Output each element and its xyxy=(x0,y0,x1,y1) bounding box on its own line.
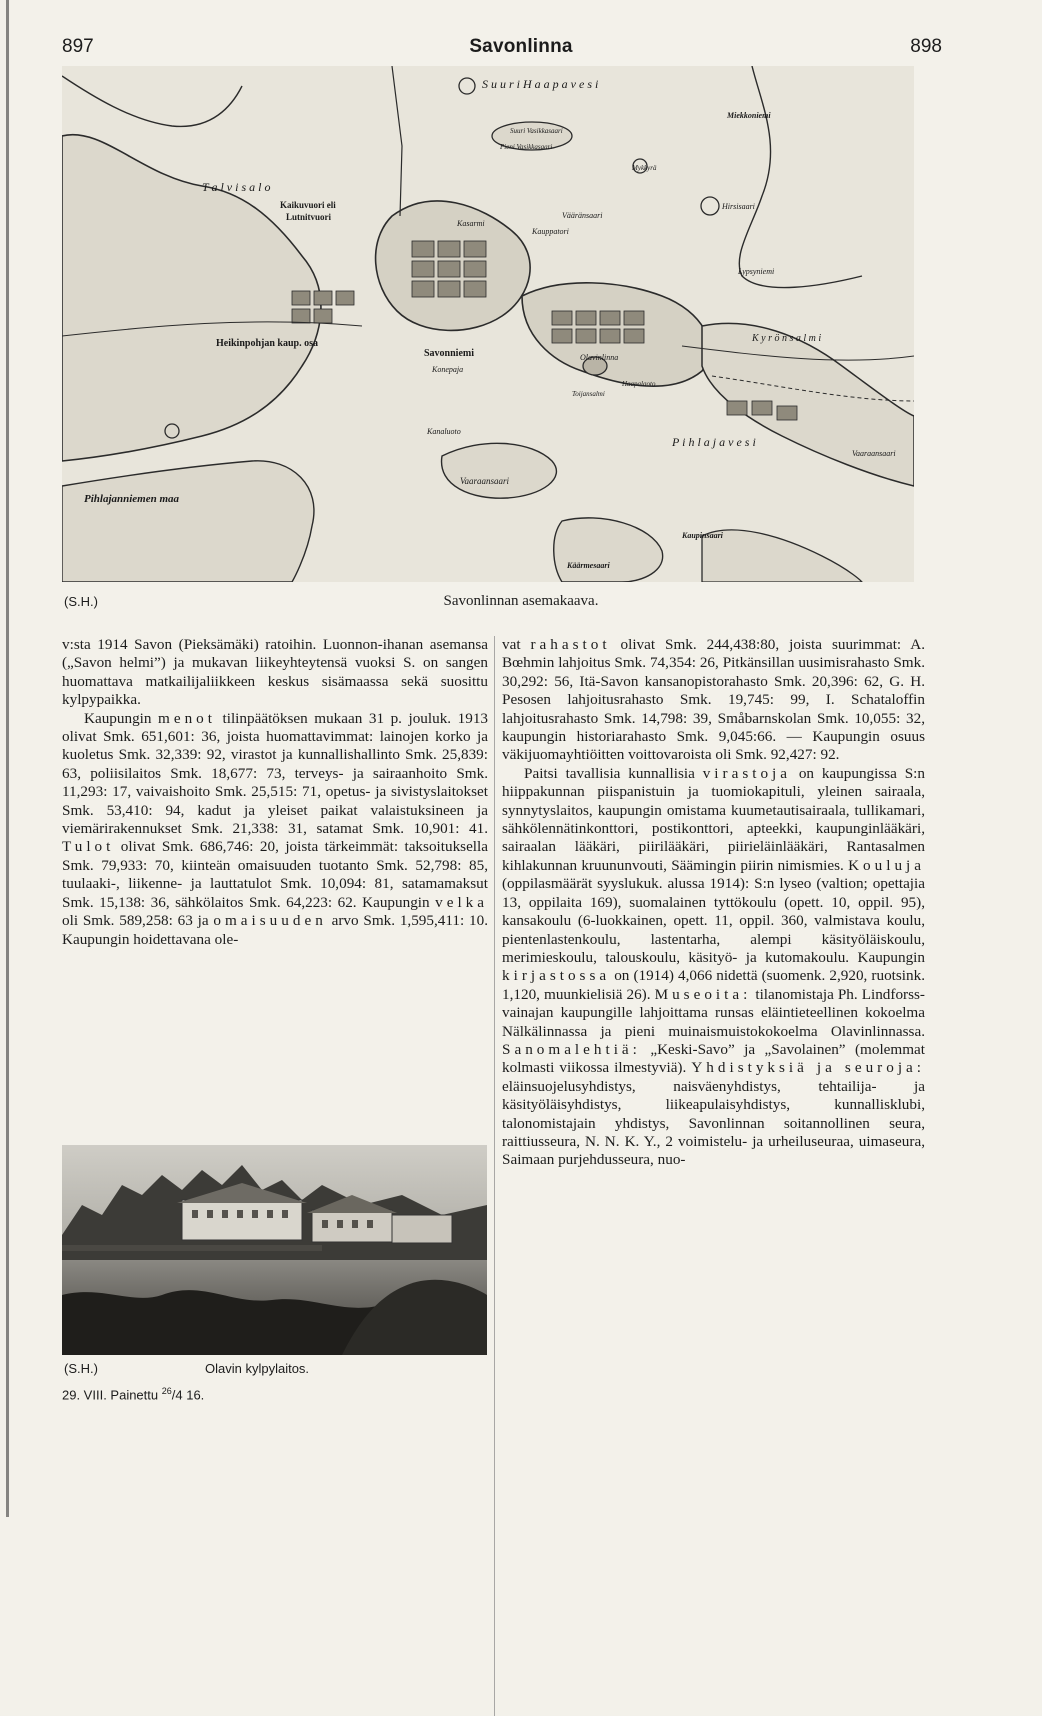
photo-drawing xyxy=(62,1145,487,1355)
text-run: eläinsuojelusyhdistys, naisväenyhdistys, tehtailija- ja käsityöläisyhdistys, liikeapulaisyhdistys, kunnallisklubi, talonomistajain yhdistys, Savonlinnan soitannollinen seura, raittiusseura, N. N. K. Y., 2 voimistelu- ja urheiluseuraa, uimaseura, Saimaan purjehdusseura, nuo- xyxy=(502,1077,925,1169)
town-plan-map xyxy=(62,66,914,582)
map-label-heikinpohjan: Heikinpohjan kaup. osa xyxy=(216,338,318,349)
map-label-vasikkasaari: Suuri Vasikkasaari xyxy=(510,127,563,135)
map-label-kaikuvuori: Kaikuvuori eli xyxy=(280,200,336,210)
text-run: on (1914) 4,066 nidettä (suomenk. 2,920, ruotsink. 1,120, muunkielisiä 26). xyxy=(502,967,925,1003)
map-credit: (S.H.) xyxy=(64,594,98,609)
map-label-kyronsalmi: K y r ö n s a l m i xyxy=(752,333,822,344)
spaced-term-omaisuuden: omaisuuden xyxy=(213,912,327,930)
spaced-term-tulot: Tulot xyxy=(62,838,115,856)
binding-edge xyxy=(6,0,9,1517)
map-label-miekkoniemi: Miekkoniemi xyxy=(727,111,771,120)
spaced-term-kouluja: Kouluja xyxy=(848,856,925,874)
map-label-kasarmi: Kasarmi xyxy=(457,219,485,228)
photo-olavin-kylpylaitos xyxy=(62,1145,487,1355)
map-label-vaaraansaari: Vaaraansaari xyxy=(460,476,510,486)
right-column xyxy=(502,636,925,1170)
map-label-vaaransaari: Vääränsaari xyxy=(562,211,603,220)
spaced-term-menot: menot xyxy=(158,709,216,727)
photo-caption: Olavin kylpylaitos. xyxy=(205,1361,310,1376)
map-label-kauppatori: Kauppatori xyxy=(532,227,569,236)
map-label-haapavesi: S u u r i H a a p a v e s i xyxy=(482,77,599,91)
map-label-savonniemi: Savonniemi xyxy=(424,348,475,359)
text-run: „Keski-Savo” ja „Savolainen” (molemmat kolmasti viikossa ilmestyviä). xyxy=(502,1040,925,1077)
map-label-talvisalo: T a l v i s a l o xyxy=(202,180,271,194)
spaced-term-yhdistyksia: Yhdistyksiä ja seuroja: xyxy=(691,1059,925,1077)
left-paragraph-1: v:sta 1914 Savon (Pieksämäki) ratoihin. Luonnon-ihanan asemansa („Savon helmi”) ja mukavan liikeyhteytensä vuoksi S. on sangen huomattava matkailijaliikkeen keskus sisämaassa sekä suosittu kylpypaikka. xyxy=(62,636,488,709)
map-label-vaaraansaari-east: Vaaraansaari xyxy=(852,449,896,458)
map-label-kanaluoto: Kanaluoto xyxy=(427,427,461,436)
footer-text: 29. VIII. Painettu xyxy=(62,1387,159,1403)
map-label-konepaja: Konepaja xyxy=(432,365,464,374)
map-label-haapala: Haapalaoto xyxy=(622,380,656,388)
map-label-lutnitvuori: Lutnitvuori xyxy=(286,212,332,222)
text-run: olivat Smk. 244,438:80, joista suurimmat: A. Bœhmin lahjoitus Smk. 74,354: 26, Pitkänsillan uusimisrahasto Smk. 30,292: 56, Itä-Savon kansanopistorahasto Smk. 20,396: 62, G. H. Pesosen lahjoitusrahasto Smk. 19,745: 99, I. Schataloffin lahjoitusrahasto Smk. 14,798: 39, Småbarnskolan Smk. 10,055: 32, kaupungin historiarahasto Smk. 9,045:66. — Kaupungin osuus väkijuomayhtiöitten voittovaroista oli Smk. 92,427: 92. xyxy=(502,636,925,764)
print-footer xyxy=(62,1386,204,1402)
map-label-kaarmesaari: Käärmesaari xyxy=(567,561,610,570)
page-title: Savonlinna xyxy=(469,36,573,57)
map-label-pihlajavesi: P i h l a j a v e s i xyxy=(672,435,756,449)
spaced-term-sanomalehtia: Sanomalehtiä: xyxy=(502,1040,641,1058)
footer-date-superscript: 26 xyxy=(161,1386,172,1396)
right-paragraph-2 xyxy=(502,765,925,1170)
map-label-toijansalmi: Toijansalmi xyxy=(572,390,605,398)
right-paragraph-1 xyxy=(502,636,925,765)
footer-date-rest: /4 16. xyxy=(171,1387,205,1403)
map-label-mykkyra: Mykkyrä xyxy=(632,164,657,172)
text-run: oli Smk. 589,258: 63 ja xyxy=(62,912,214,930)
photo-credit: (S.H.) xyxy=(64,1361,98,1376)
spaced-term-rahastot: rahastot xyxy=(530,636,611,653)
text-run: tilinpäätöksen mukaan 31 p. jouluk. 1913 olivat Smk. 651,601: 36, joista huomattavimmat: lainojen korko ja kuoletus Smk. 32,339: 92, virastot ja kunnallishallinto Smk. 25,839: 63, poliisilaitos Smk. 18,677: 73, terveys- ja sairaanhoito Smk. 11,293: 17, vaivaishoito Smk. 25,515: 71, opetus- ja sivistyslaitokset Smk. 53,410: 94, kadut ja yleiset paikat valaistuksineen ja viemärirakennukset Smk. 21,338: 31, satamat Smk. 10,901: 41. xyxy=(62,709,489,838)
spaced-term-virastoja: virastoja xyxy=(702,764,791,782)
text-run: (oppilasmäärät syyslukuk. alussa 1914): S:n lyseo (valtion; opettajia 13, oppilaita 169), suomalainen tyttökoulu (opett. 10, oppil. 95), kansakoulu (6-luokkainen, opett. 11, oppil. 360, valmistava koulu, pientenlastenkoulu, lastentarha, alempi käsityöläiskoulu, merimieskoulu, talouskoulu, käsityö- ja kutomakoulu. Kaupungin xyxy=(502,875,925,966)
page-number-right: 898 xyxy=(910,36,942,57)
map-label-pihlajanniemen: Pihlajanniemen maa xyxy=(84,493,180,505)
map-label-pienvasikka: Pieni Vasikkasaari xyxy=(500,143,553,151)
text-run: tilanomistaja Ph. Lindforss-vainajan kaupungille lahjoittama runsas eläintieteellinen kokoelma Nälkälinnassa ja pieni muinaismuistokokoelma Olavinlinnassa. xyxy=(502,985,925,1040)
map-drawing xyxy=(62,66,914,582)
text-run: vat xyxy=(502,636,531,653)
map-label-lypsyniemi: Lypsyniemi xyxy=(738,267,775,276)
page-number-left: 897 xyxy=(62,36,94,57)
spaced-term-museoita: Museoita: xyxy=(654,985,752,1003)
text-run: Paitsi tavallisia kunnallisia xyxy=(524,764,703,782)
spaced-term-velka: velka xyxy=(435,893,488,911)
spaced-term-kirjastossa: kirjastossa xyxy=(502,967,611,985)
map-caption: Savonlinnan asemakaava. xyxy=(443,593,599,609)
column-divider xyxy=(494,636,495,1716)
map-label-hirsisaari: Hirsisaari xyxy=(722,202,755,211)
text-run: Kaupungin xyxy=(84,709,159,727)
map-label-olavinlinna: Olavinlinna xyxy=(580,353,619,362)
text-run: arvo Smk. 1,595,411: 10. Kaupungin hoidettavana ole- xyxy=(62,912,488,948)
text-run: olivat Smk. 686,746: 20, joista tärkeimmät: taksoituksella Smk. 79,933: 70, kiinteän omaisuuden tuotanto Smk. 52,798: 85, tuulaaki-, liikenne- ja lauttatulot Smk. 10,094: 81, satamamaksut Smk. 15,138: 36, sähkölaitos Smk. 64,223: 62. Kaupungin xyxy=(62,838,488,911)
map-label-kaupinsaari: Kaupinsaari xyxy=(682,531,723,540)
left-column xyxy=(62,636,488,949)
left-paragraph-2 xyxy=(62,710,488,949)
text-run: on kaupungissa S:n hiippakunnan piispanistuin ja tuomiokapituli, yleinen sairaala, synnytyslaitos, kaupungin omistama kuumetautisairaala, tullikamari, sähkölennätinkonttori, postikonttori, apteekki, kaupunginlääkäri, sairaalan lääkäri, piirilääkäri, piirieläinlääkäri, Rantasalmen kihlakunnan kruununvouti, Säämingin piirin nimismies. xyxy=(502,764,925,874)
